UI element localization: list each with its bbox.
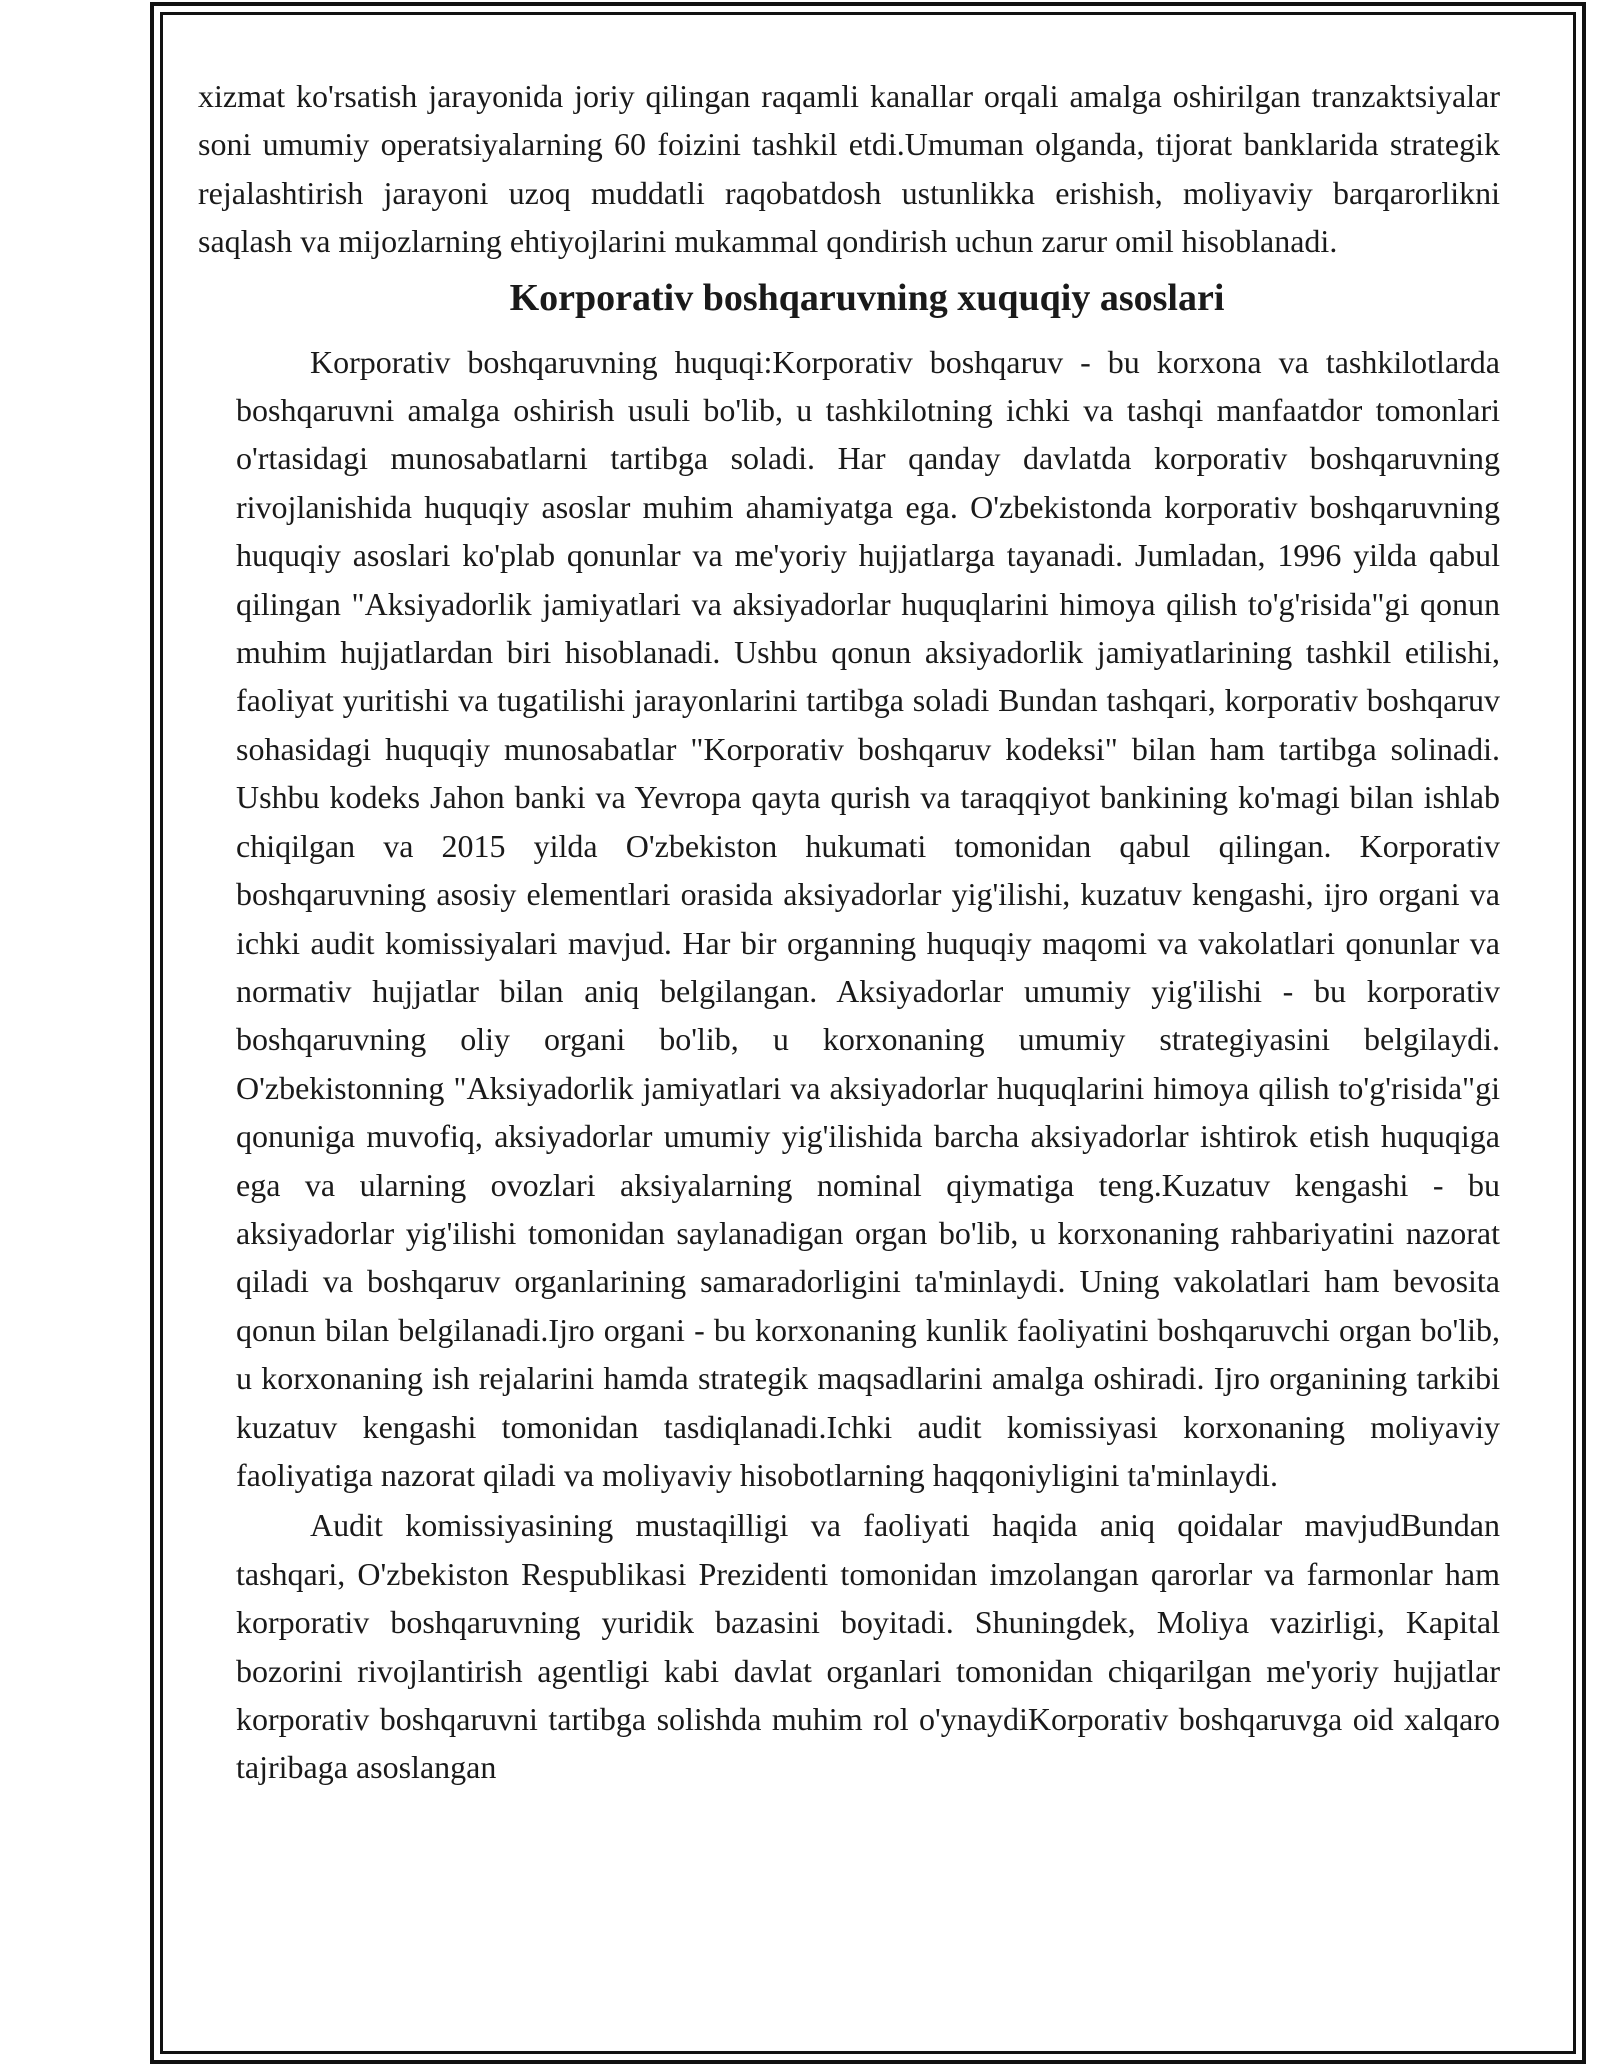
section-heading: Korporativ boshqaruvning xuquqiy asoslari (509, 276, 1225, 319)
body-paragraph: Audit komissiyasining mustaqilligi va faoliyati haqida aniq qoidalar mavjudBundan tashqari, O'zbekiston Respublikasi Prezidenti tomonidan imzolangan qarorlar va farmonlar ham korporativ boshqaruvning yuridik bazasini boyitadi. Shuningdek, Moliya vazirligi, Kapital bozorini rivojlantirish agentligi kabi davlat organlari tomonidan chiqarilgan me'yoriy hujjatlar korporativ boshqaruvni tartibga solishda muhim rol o'ynaydiKorporativ boshqaruvga oid xalqaro tajribaga asoslangan (236, 1507, 1500, 1786)
intro-paragraph: xizmat ko'rsatish jarayonida joriy qilingan raqamli kanallar orqali amalga oshirilgan tranzaktsiyalar soni umumiy operatsiyalarning 60 foizini tashkil etdi.Umuman olganda, tijorat banklarida strategik rejalashtirish jarayoni uzoq muddatli raqobatdosh ustunlikka erishish, moliyaviy barqarorlikni saqlash va mijozlarning ehtiyojlarini mukammal qondirish uchun zarur omil hisoblanadi. (198, 78, 1500, 260)
document-body (198, 72, 1500, 1792)
body-paragraph: Korporativ boshqaruvning huquqi:Korporativ boshqaruv - bu korxona va tashkilotlarda boshqaruvni amalga oshirish usuli bo'lib, u tashkilotning ichki va tashqi manfaatdor tomonlari o'rtasidagi munosabatlarni tartibga soladi. Har qanday davlatda korporativ boshqaruvning rivojlanishida huquqiy asoslar muhim ahamiyatga ega. O'zbekistonda korporativ boshqaruvning huquqiy asoslari ko'plab qonunlar va me'yoriy hujjatlarga tayanadi. Jumladan, 1996 yilda qabul qilingan "Aksiyadorlik jamiyatlari va aksiyadorlar huquqlarini himoya qilish to'g'risida"gi qonun muhim hujjatlardan biri hisoblanadi. Ushbu qonun aksiyadorlik jamiyatlarining tashkil etilishi, faoliyat yuritishi va tugatilishi jarayonlarini tartibga soladi Bundan tashqari, korporativ boshqaruv sohasidagi huquqiy munosabatlar "Korporativ boshqaruv kodeksi" bilan ham tartibga solinadi. Ushbu kodeks Jahon banki va Yevropa qayta qurish va taraqqiyot bankining ko'magi bilan ishlab chiqilgan va 2015 yilda O'zbekiston hukumati tomonidan qabul qilingan. Korporativ boshqaruvning asosiy elementlari orasida aksiyadorlar yig'ilishi, kuzatuv kengashi, ijro organi va ichki audit komissiyalari mavjud. Har bir organning huquqiy maqomi va vakolatlari qonunlar va normativ hujjatlar bilan aniq belgilangan. Aksiyadorlar umumiy yig'ilishi - bu korporativ boshqaruvning oliy organi bo'lib, u korxonaning umumiy strategiyasini belgilaydi. O'zbekistonning "Aksiyadorlik jamiyatlari va aksiyadorlar huquqlarini himoya qilish to'g'risida"gi qonuniga muvofiq, aksiyadorlar umumiy yig'ilishida barcha aksiyadorlar ishtirok etish huquqiga ega va ularning ovozlari aksiyalarning nominal qiymatiga teng.Kuzatuv kengashi - bu aksiyadorlar yig'ilishi tomonidan saylanadigan organ bo'lib, u korxonaning rahbariyatini nazorat qiladi va boshqaruv organlarining samaradorligini ta'minlaydi. Uning vakolatlari ham bevosita qonun bilan belgilanadi.Ijro organi - bu korxonaning kunlik faoliyatini boshqaruvchi organ bo'lib, u korxonaning ish rejalarini hamda strategik maqsadlarini amalga oshiradi. Ijro organining tarkibi kuzatuv kengashi tomonidan tasdiqlanadi.Ichki audit komissiyasi korxonaning moliyaviy faoliyatiga nazorat qiladi va moliyaviy hisobotlarning haqqoniyligini ta'minlaydi. (236, 343, 1500, 1493)
